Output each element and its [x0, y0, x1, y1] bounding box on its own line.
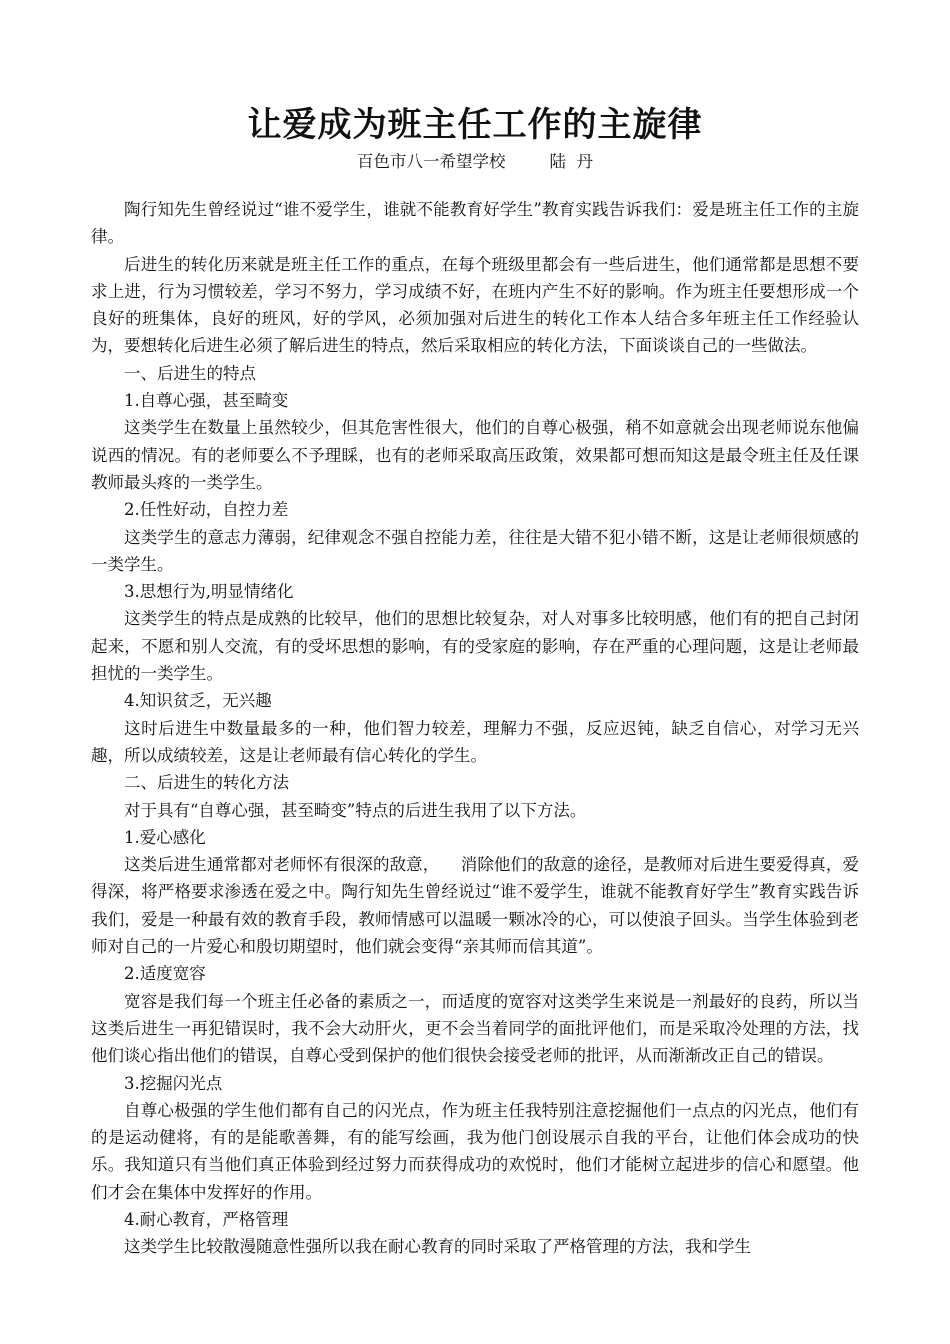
document-body [91, 196, 859, 1261]
paragraph: 这类学生的特点是成熟的比较早，他们的思想比较复杂，对人对事多比较明感，他们有的把自己封闭起来，不愿和别人交流，有的受坏思想的影响，有的受家庭的影响，存在严重的心理问题，这是让老师最担忧的一类学生。 [91, 609, 859, 684]
paragraph: 对于具有“自尊心强，甚至畸变”特点的后进生我用了以下方法。 [124, 800, 587, 820]
byline [91, 150, 859, 174]
subsection-heading: 1.爱心感化 [124, 827, 206, 847]
paragraph: 宽容是我们每一个班主任必备的素质之一，而适度的宽容对这类学生来说是一剂最好的良药，所以当这类后进生一再犯错误时，我不会大动肝火，更不会当着同学的面批评他们，而是采取冷处理的方法，找他们谈心指出他们的错误，自尊心受到保护的他们很快会接受老师的批评，从而渐渐改正自己的错误。 [91, 991, 859, 1066]
subsection-heading: 2.适度宽容 [124, 964, 206, 984]
paragraph: 后进生的转化历来就是班主任工作的重点，在每个班级里都会有一些后进生，他们通常都是思想不要求上进，行为习惯较差，学习不努力，学习成绩不好，在班内产生不好的影响。作为班主任要想形成一个良好的班集体，良好的班风，好的学风，必须加强对后进生的转化工作本人结合多年班主任工作经验认为，要想转化后进生必须了解后进生的特点，然后采取相应的转化方法，下面谈谈自己的一些做法。 [91, 254, 859, 356]
section-heading: 一、后进生的特点 [124, 363, 256, 383]
school-name: 百色市八一希望学校 [357, 152, 506, 171]
paragraph: 这时后进生中数量最多的一种，他们智力较差，理解力不强，反应迟钝，缺乏自信心，对学习无兴趣，所以成绩较差，这是让老师最有信心转化的学生。 [91, 718, 859, 765]
author-name: 陆 丹 [549, 152, 593, 171]
subsection-heading: 1.自尊心强，甚至畸变 [124, 391, 289, 411]
subsection-heading: 3.思想行为,明显情绪化 [124, 582, 294, 602]
subsection-heading: 2.任性好动，自控力差 [124, 500, 289, 520]
subsection-heading: 3.挖掘闪光点 [124, 1073, 223, 1093]
document-page [91, 100, 859, 1261]
paragraph: 这类学生的意志力薄弱，纪律观念不强自控能力差，往往是大错不犯小错不断，这是让老师很烦感的一类学生。 [91, 527, 859, 574]
document-title: 让爱成为班主任工作的主旋律 [247, 105, 703, 145]
subsection-heading: 4.耐心教育，严格管理 [124, 1209, 289, 1229]
paragraph: 陶行知先生曾经说过“谁不爱学生，谁就不能教育好学生”教育实践告诉我们：爱是班主任工作的主旋律。 [91, 200, 859, 247]
subsection-heading: 4.知识贫乏，无兴趣 [124, 691, 272, 711]
paragraph: 这类学生比较散漫随意性强所以我在耐心教育的同时采取了严格管理的方法，我和学生 [124, 1237, 751, 1257]
paragraph: 自尊心极强的学生他们都有自己的闪光点，作为班主任我特别注意挖掘他们一点点的闪光点，他们有的是运动健将，有的是能歌善舞，有的能写绘画，我为他门创设展示自我的平台，让他们体会成功的快乐。我知道只有当他们真正体验到经过努力而获得成功的欢悦时，他们才能树立起进步的信心和愿望。他们才会在集体中发挥好的作用。 [91, 1100, 859, 1202]
paragraph: 这类学生在数量上虽然较少，但其危害性很大，他们的自尊心极强，稍不如意就会出现老师说东他偏说西的情况。有的老师要么不予理睬，也有的老师采取高压政策，效果都可想而知这是最令班主任及任课教师最头疼的一类学生。 [91, 418, 859, 492]
section-heading: 二、后进生的转化方法 [124, 773, 289, 793]
paragraph: 这类后进生通常都对老师怀有很深的敌意， 消除他们的敌意的途径，是教师对后进生要爱得真，爱得深，将严格要求渗透在爱之中。陶行知先生曾经说过“谁不爱学生，谁就不能教育好学生”教育实践告诉我们，爱是一种最有效的教育手段，教师情感可以温暖一颗冰冷的心，可以使浪子回头。当学生体验到老师对自己的一片爱心和殷切期望时，他们就会变得“亲其师而信其道”。 [91, 855, 859, 957]
